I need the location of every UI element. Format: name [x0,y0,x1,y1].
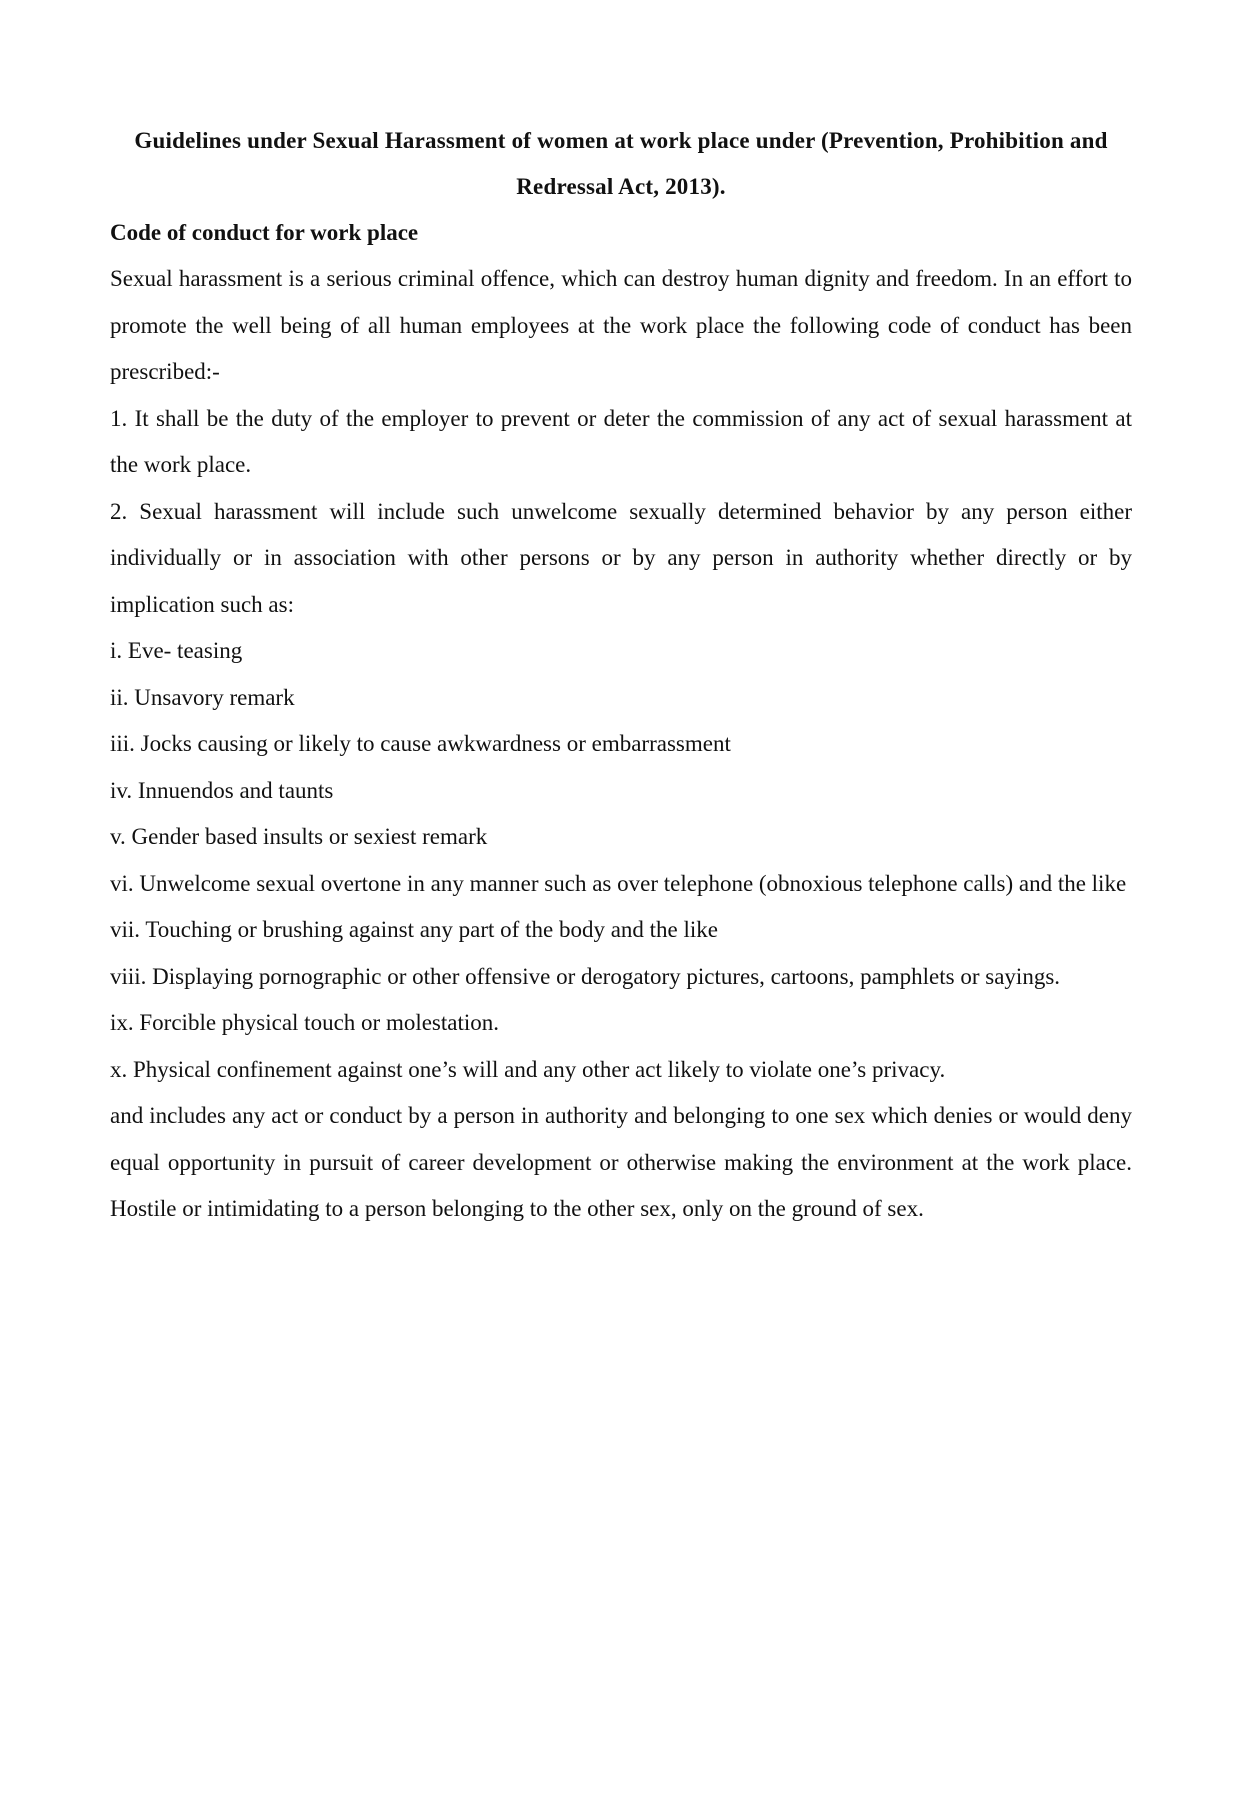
list-item-vii: vii. Touching or brushing against any part of the body and the like [110,917,718,942]
section-heading: Code of conduct for work place [110,220,419,245]
document-title: Guidelines under Sexual Harassment of women at work place under (Prevention, Prohibition and Redressal Act, 2013). [134,128,1108,199]
point-2: 2. Sexual harassment will include such unwelcome sexually determined behavior by any person either individually or in association with other persons or by any person in authority whether directly or by implication such as: [110,498,1132,617]
list-item-viii: viii. Displaying pornographic or other offensive or derogatory pictures, cartoons, pamphlets or sayings. [110,963,1061,989]
closing-paragraph: and includes any act or conduct by a person in authority and belonging to one sex which denies or would deny equal opportunity in pursuit of career development or otherwise making the environment at the work place. Hostile or intimidating to a person belonging to the other sex, only on the ground of sex. [110,1103,1132,1221]
list-item-v: v. Gender based insults or sexiest remark [110,824,488,849]
list-item-x: x. Physical confinement against one’s will and any other act likely to violate one’s privacy. [110,1056,946,1082]
list-item-iii: iii. Jocks causing or likely to cause awkwardness or embarrassment [110,731,731,756]
list-item-iv: iv. Innuendos and taunts [110,777,334,803]
list-item-ii: ii. Unsavory remark [110,684,295,710]
point-1: 1. It shall be the duty of the employer to prevent or deter the commission of any act of sexual harassment at the work place. [110,405,1132,477]
list-item-vi: vi. Unwelcome sexual overtone in any manner such as over telephone (obnoxious telephone calls) and the like [110,870,1127,896]
intro-paragraph: Sexual harassment is a serious criminal offence, which can destroy human dignity and freedom. In an effort to promote the well being of all human employees at the work place the following code of conduct has been prescribed:- [110,266,1132,384]
list-item-ix: ix. Forcible physical touch or molestation. [110,1010,500,1035]
list-item-i: i. Eve- teasing [110,638,243,663]
document-body [110,256,1132,1233]
